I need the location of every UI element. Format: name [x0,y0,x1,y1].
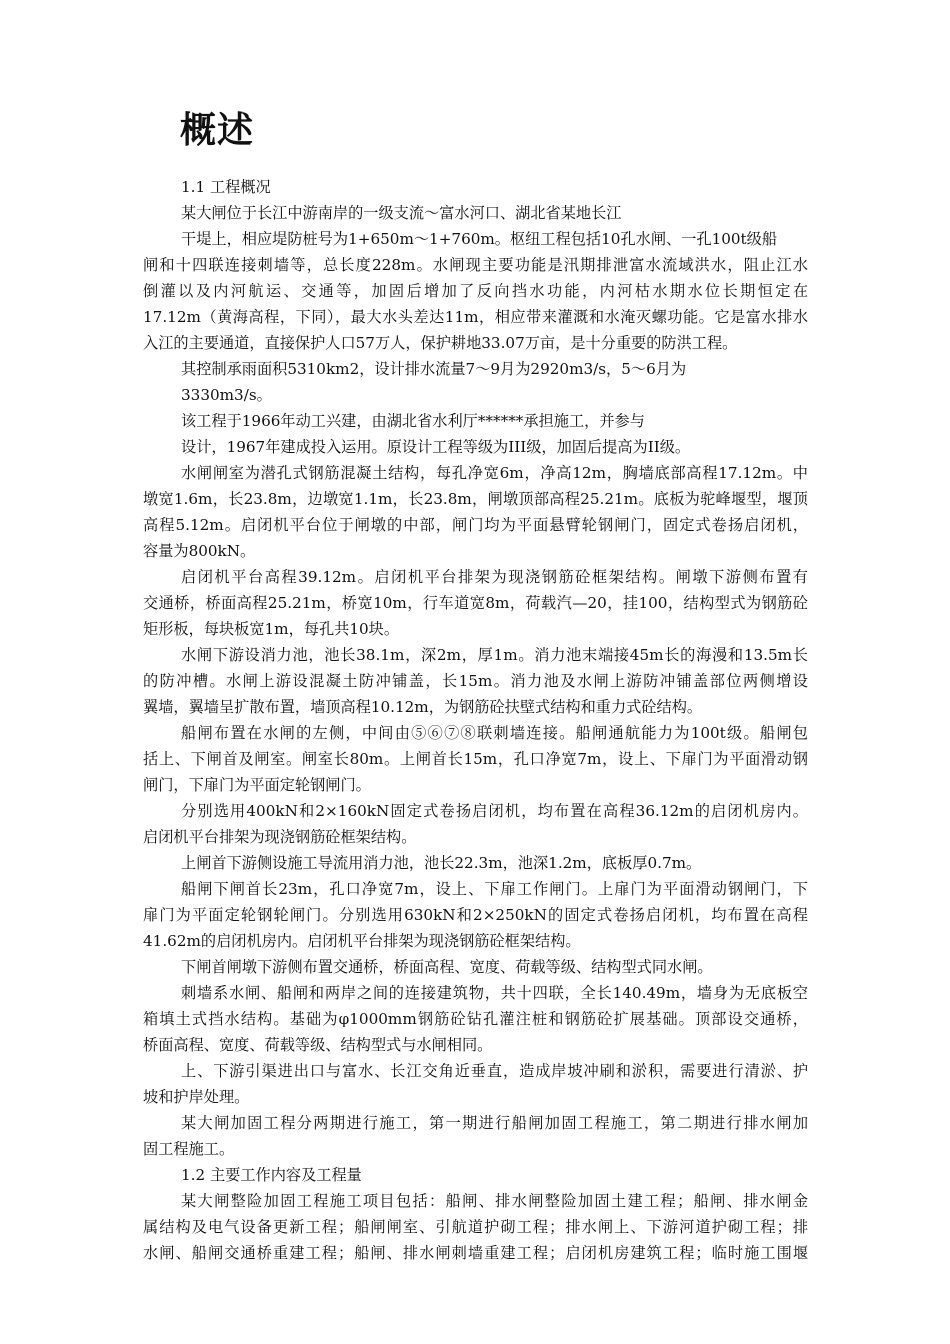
paragraph-line: 17.12m（黄海高程，下同），最大水头差达11m，相应带来灌溉和水淹灭螺功能。它是富水排水 [143,308,808,326]
paragraph-line: 该工程于1966年动工兴建，由湖北省水利厅******承担施工，并参与 [181,412,645,430]
paragraph-line: 分别选用400kN和2×160kN固定式卷扬启闭机，均布置在高程36.12m的启闭机房内。 [181,802,808,820]
paragraph-line: 扉门为平面定轮钢轮闸门。分别选用630kN和2×250kN的固定式卷扬启闭机，均布置在高程 [143,906,808,924]
paragraph-line: 刺墙系水闸、船闸和两岸之间的连接建筑物，共十四联，全长140.49m，墙身为无底板空 [181,984,808,1002]
paragraph-line: 船闸下闸首长23m，孔口净宽7m，设上、下扉工作闸门。上扉门为平面滑动钢闸门，下 [181,880,808,898]
paragraph-line: 高程5.12m。启闭机平台位于闸墩的中部，闸门均为平面悬臂轮钢闸门，固定式卷扬启闭机， [143,516,808,534]
section-heading: 1.2 主要工作内容及工程量 [181,1166,362,1184]
paragraph-line: 的防冲槽。水闸上游设混凝土防冲铺盖，长15m。消力池及水闸上游防冲铺盖部位两侧增设 [143,672,808,690]
paragraph-line: 其控制承雨面积5310km2，设计排水流量7～9月为2920m3/s，5～6月为 [181,360,687,378]
paragraph-line: 容量为800kN。 [143,542,256,560]
paragraph-line: 矩形板，每块板宽1m，每孔共10块。 [143,620,400,638]
paragraph-line: 交通桥，桥面高程25.21m，桥宽10m，行车道宽8m，荷载汽—20，挂100，结构型式为钢筋砼 [143,594,808,612]
paragraph-line: 坡和护岸处理。 [143,1088,250,1106]
paragraph-line: 固工程施工。 [143,1140,235,1158]
paragraph-line: 闸和十四联连接刺墙等，总长度228m。水闸现主要功能是汛期排泄富水流域洪水，阻止江水 [143,256,808,274]
paragraph-line: 设计，1967年建成投入运用。原设计工程等级为III级，加固后提高为II级。 [181,438,691,456]
paragraph-line: 闸门，下扉门为平面定轮钢闸门。 [143,776,371,794]
paragraph-line: 水闸下游设消力池，池长38.1m，深2m，厚1m。消力池末端接45m长的海漫和13.5m长 [181,646,808,664]
page-title: 概述 [180,110,255,151]
paragraph-line: 墩宽1.6m，长23.8m，边墩宽1.1m，长23.8m，闸墩顶部高程25.21m。底板为驼峰堰型，堰顶 [143,490,808,508]
paragraph-line: 下闸首闸墩下游侧布置交通桥，桥面高程、宽度、荷载等级、结构型式同水闸。 [181,958,713,976]
paragraph-line: 启闭机平台高程39.12m。启闭机平台排架为现浇钢筋砼框架结构。闸墩下游侧布置有 [181,568,808,586]
paragraph-line: 箱填土式挡水结构。基础为φ1000mm钢筋砼钻孔灌注桩和钢筋砼扩展基础。顶部设交通桥， [143,1010,808,1028]
paragraph-line: 上闸首下游侧设施工导流用消力池，池长22.3m，池深1.2m，底板厚0.7m。 [181,854,702,872]
paragraph-line: 水闸闸室为潜孔式钢筋混凝土结构，每孔净宽6m，净高12m，胸墙底部高程17.12m。中 [181,464,808,482]
paragraph-line: 启闭机平台排架为现浇钢筋砼框架结构。 [143,828,417,846]
paragraph-line: 水闸、船闸交通桥重建工程；船闸、排水闸刺墙重建工程；启闭机房建筑工程；临时施工围堰 [143,1244,808,1262]
paragraph-line: 船闸布置在水闸的左侧，中间由⑤⑥⑦⑧联刺墙连接。船闸通航能力为100t级。船闸包 [181,724,808,742]
paragraph-line: 某大闸位于长江中游南岸的一级支流～富水河口、湖北省某地长江 [181,204,622,222]
paragraph-line: 倒灌以及内河航运、交通等，加固后增加了反向挡水功能，内河枯水期水位长期恒定在 [143,282,808,300]
paragraph-line: 3330m3/s。 [181,386,272,404]
paragraph-line: 入江的主要通道，直接保护人口57万人，保护耕地33.07万亩，是十分重要的防洪工程。 [143,334,738,352]
paragraph-line: 桥面高程、宽度、荷载等级、结构型式与水闸相同。 [143,1036,493,1054]
paragraph-line: 属结构及电气设备更新工程；船闸闸室、引航道护砌工程；排水闸上、下游河道护砌工程；排 [143,1218,808,1236]
paragraph-line: 上、下游引渠进出口与富水、长江交角近垂直，造成岸坡冲刷和淤积，需要进行清淤、护 [181,1062,808,1080]
paragraph-line: 翼墙，翼墙呈扩散布置，墙顶高程10.12m，为钢筋砼扶壁式结构和重力式砼结构。 [143,698,703,716]
section-heading: 1.1 工程概况 [181,178,271,196]
paragraph-line: 括上、下闸首及闸室。闸室长80m。上闸首长15m，孔口净宽7m，设上、下扉门为平面滑动钢 [143,750,808,768]
body-text [143,174,808,1266]
paragraph-line: 41.62m的启闭机房内。启闭机平台排架为现浇钢筋砼框架结构。 [143,932,581,950]
paragraph-line: 干堤上，相应堤防桩号为1+650m～1+760m。枢纽工程包括10孔水闸、一孔100t级船 [181,230,778,248]
paragraph-line: 某大闸加固工程分两期进行施工，第一期进行船闸加固工程施工，第二期进行排水闸加 [181,1114,808,1132]
paragraph-line: 某大闸整险加固工程施工项目包括：船闸、排水闸整险加固土建工程；船闸、排水闸金 [181,1192,808,1210]
